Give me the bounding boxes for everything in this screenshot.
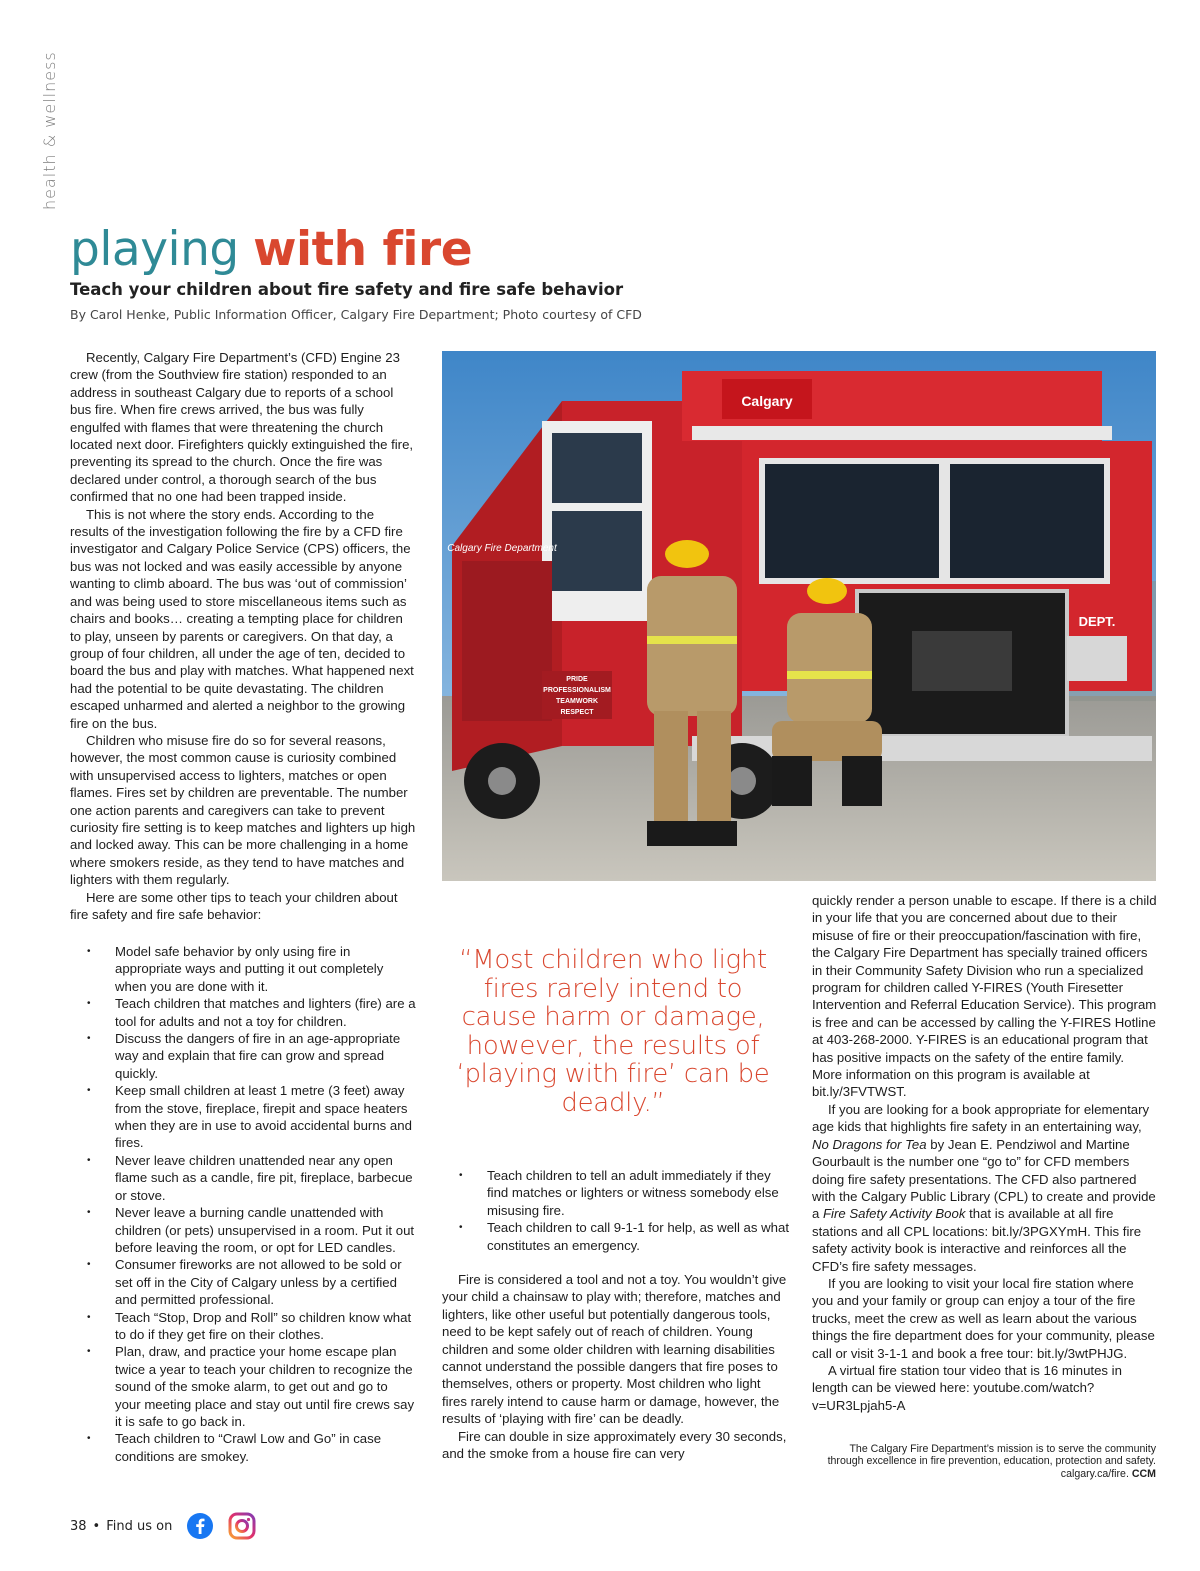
- tips-list-1: [70, 943, 416, 1465]
- text-run: by Jean E. Pendziwol and Martine Gourbault is the number one “go to” for CFD members doing fire safety presentations. The CFD also partnered with the Calgary Public Library (CPL) to create and provide a: [812, 1136, 1156, 1222]
- list-item: • Teach children to call 9-1-1 for help, as well as what constitutes an emergency.: [442, 1219, 792, 1254]
- paragraph: This is not where the story ends. According to the results of the investigation following the fire by a CFD fire investigator and Calgary Police Service (CPS) officers, the bus was not locked and was easily accessible by anyone wanting to climb aboard. The bus was ‘out of commission’ and was being used to store miscellaneous items such as chairs and books… creating a tempting place for children to play, unseen by parents or caregivers. On that day, a group of four children, all under the age of ten, decided to board the bus and play with matches. What happened next had the potential to be quite devastating. The children escaped unharmed and alerted a neighbor to the growing fire on the bus.: [70, 506, 414, 731]
- mission-note: [812, 1443, 1156, 1480]
- section-tag: health & wellness: [40, 51, 59, 210]
- find-us-label: Find us on: [106, 1518, 173, 1534]
- list-item: • Plan, draw, and practice your home escape plan twice a year to teach your children to recognize the sound of the smoke alarm, to get out and go to your meeting place and stay out until fire crews say it is safe to go back in.: [70, 1343, 416, 1430]
- door-text: Calgary Fire Department: [447, 543, 557, 554]
- column-3: [812, 892, 1157, 1414]
- list-item: • Consumer fireworks are not allowed to be sold or set off in the City of Calgary unless by a certified and permitted professional.: [70, 1256, 416, 1308]
- list-item: • Teach children to tell an adult immediately if they find matches or lighters or witness somebody else misusing fire.: [442, 1167, 792, 1219]
- title-part-2: with fire: [253, 222, 473, 277]
- list-item: • Never leave children unattended near any open flame such as a candle, fire pit, fireplace, barbecue or stove.: [70, 1152, 416, 1204]
- paragraph: quickly render a person unable to escape. If there is a child in your life that you are concerned about due to their misuse of fire or their preoccupation/fascination with fire, the Calgary Fire Department has specially trained officers in their Community Safety Division who run a specialized program for children called Y-FIRES (Youth Firesetter Intervention and Referral Education Service). This program is free and can be accessed by calling the Y-FIRES Hotline at 403-268-2000. Y-FIRES is an educational program that has positive impacts on the safety of the entire family. More information on this program is available at bit.ly/3FVTWST.: [812, 893, 1157, 1100]
- values-text-2: PROFESSIONALISM: [543, 687, 611, 694]
- column-1: [70, 349, 416, 923]
- mission-sign: CCM: [1131, 1467, 1156, 1480]
- list-item: • Teach “Stop, Drop and Roll” so children know what to do if they get fire on their clothes.: [70, 1309, 416, 1344]
- fire-truck-photo: [442, 351, 1156, 881]
- title-part-1: playing: [70, 222, 254, 277]
- fire-truck-illustration: [442, 351, 1156, 881]
- values-text-4: RESPECT: [560, 709, 594, 716]
- bumper-text: DEPT.: [1078, 614, 1116, 629]
- list-item: • Keep small children at least 1 metre (3 feet) away from the stove, fireplace, firepit and space heaters when they are in use to avoid accidental burns and fires.: [70, 1082, 416, 1152]
- paragraph: Fire can double in size approximately every 30 seconds, and the smoke from a house fire can very: [442, 1428, 787, 1462]
- paragraph: Recently, Calgary Fire Department’s (CFD) Engine 23 crew (from the Southview fire station) responded to an address in southeast Calgary due to reports of a school bus fire. When fire crews arrived, the bus was fully engulfed with flames that were threatening the church located next door. Firefighters quickly extinguished the fire, preventing its spread to the church. Once the fire was declared under control, a thorough search of the bus confirmed that no one had been trapped inside.: [70, 350, 414, 505]
- paragraph: [812, 1101, 1157, 1275]
- paragraph: Fire is considered a tool and not a toy. You wouldn’t give your child a chainsaw to play with; therefore, matches and lighters, like other useful but potentially dangerous tools, need to be kept safely out of reach of children. Young children and some older children with learning disabilities cannot understand the possible dangers that fire poses to themselves, others or property. Most children who light fires rarely intend to cause harm or damage, however, the results of ‘playing with fire’ can be deadly.: [442, 1272, 787, 1427]
- facebook-icon[interactable]: [186, 1512, 214, 1540]
- text-run: If you are looking for a book appropriate for elementary age kids that highlights fire safety in an entertaining way,: [812, 1101, 1150, 1135]
- list-item: • Teach children that matches and lighters (fire) are a tool for adults and not a toy for children.: [70, 995, 416, 1030]
- book-title: No Dragons for Tea: [812, 1136, 927, 1152]
- tips-list-2: [442, 1167, 792, 1254]
- mission-text: The Calgary Fire Department’s mission is to serve the community through excellence in fire prevention, education, protection and safety. calgary.ca/fire.: [827, 1443, 1156, 1480]
- list-item: • Discuss the dangers of fire in an age-appropriate way and explain that fire can grow and spread quickly.: [70, 1030, 416, 1082]
- list-item: • Model safe behavior by only using fire in appropriate ways and putting it out completely when you are done with it.: [70, 943, 416, 995]
- paragraph: Children who misuse fire do so for several reasons, however, the most common cause is curiosity combined with unsupervised access to lighters, matches or open flames. Fires set by children are preventable. The number one action parents and caregivers can take to prevent curiosity fire setting is to keep matches and lighters up high and locked away. This can be more challenging in a home where smokers reside, as they tend to have matches and lighters with them regularly.: [70, 732, 416, 888]
- page-number: 38: [70, 1518, 87, 1534]
- paragraph: Here are some other tips to teach your children about fire safety and fire safe behavior:: [70, 889, 398, 922]
- pull-quote: “Most children who light fires rarely intend to cause harm or damage, however, the results of ‘playing with fire’ can be deadly.”: [456, 945, 770, 1118]
- byline: By Carol Henke, Public Information Officer, Calgary Fire Department; Photo courtesy of CFD: [70, 307, 642, 322]
- list-item: • Never leave a burning candle unattended with children (or pets) unsupervised in a room. Put it out before leaving the room, or opt for LED candles.: [70, 1204, 416, 1256]
- page-footer: [70, 1511, 256, 1541]
- article-title: [70, 222, 472, 278]
- text-run: that is available at all fire stations and all CPL locations: bit.ly/3PGXYmH. This fire safety activity book is interactive and reinforces all the CFD’s fire safety messages.: [812, 1206, 1142, 1274]
- article-subtitle: Teach your children about fire safety and fire safe behavior: [70, 280, 624, 299]
- footer-bullet: •: [92, 1518, 101, 1534]
- values-text-1: PRIDE: [566, 676, 588, 683]
- activity-book-title: Fire Safety Activity Book: [823, 1206, 966, 1222]
- values-text-3: TEAMWORK: [556, 698, 598, 705]
- column-2: [442, 1271, 787, 1462]
- paragraph: If you are looking to visit your local fire station where you and your family or group can enjoy a tour of the fire trucks, meet the crew as well as learn about the various things the fire department does for your community, please call or visit 3-1-1 and book a free tour: bit.ly/3wtPHJG.: [812, 1275, 1155, 1361]
- truck-brand: Calgary: [741, 393, 793, 409]
- list-item: • Teach children to “Crawl Low and Go” in case conditions are smokey.: [70, 1430, 416, 1465]
- instagram-icon[interactable]: [228, 1512, 256, 1540]
- paragraph: A virtual fire station tour video that is 16 minutes in length can be viewed here: youtube.com/watch?v=UR3Lpjah5-A: [812, 1362, 1122, 1413]
